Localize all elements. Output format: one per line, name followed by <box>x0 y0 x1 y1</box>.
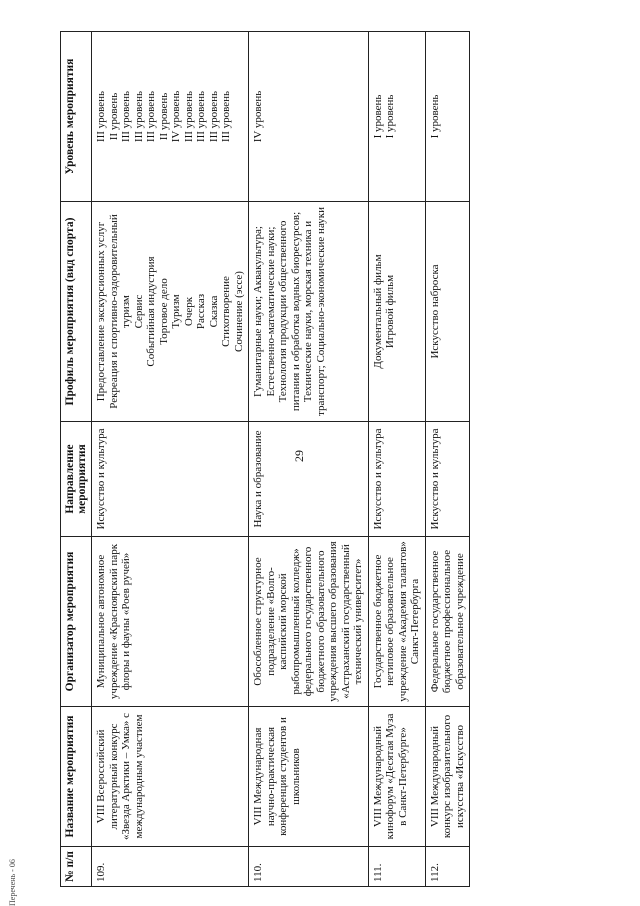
event-level-list <box>368 32 425 202</box>
header-organizer: Организатор мероприятия <box>61 537 92 707</box>
event-level: IV уровень <box>170 90 182 143</box>
event-level: II уровень <box>157 92 170 141</box>
table-header-row <box>61 32 92 887</box>
event-profile: Стихотворение <box>220 276 232 347</box>
event-direction: Искусство и культура <box>368 422 425 537</box>
event-level-list <box>92 32 249 202</box>
event-level-list <box>425 32 470 202</box>
event-profile-list <box>249 202 369 422</box>
event-profile: Сервис <box>132 294 145 329</box>
event-profile: Игровой фильм <box>384 274 396 349</box>
event-profile-list <box>425 202 470 422</box>
rotated-page <box>60 32 605 887</box>
event-level: I уровень <box>371 94 384 139</box>
event-organizer: Муниципальное автономное учреждение «Красноярский парк флоры и фауны «Роев ручей» <box>92 537 249 707</box>
event-profile: Очерк <box>182 296 195 327</box>
event-level-list <box>249 32 369 202</box>
event-level: III уровень <box>120 90 132 143</box>
event-profile: Предоставление экскурсионных услуг <box>95 221 107 402</box>
table-row <box>425 32 470 887</box>
event-level: III уровень <box>195 90 207 143</box>
event-organizer: Государственное бюджетное нетиповое образовательное учреждение «Академия талантов» Санкт-Петербурга <box>368 537 425 707</box>
row-number: 110. <box>249 847 369 887</box>
event-level: IV уровень <box>252 90 264 143</box>
event-profile: Сочинение (эссе) <box>232 271 245 352</box>
event-name: VIII Всероссийский литературный конкурс «Звезда Арктики – Умка» с международным участием <box>92 707 249 847</box>
event-level: III уровень <box>182 90 195 143</box>
event-direction: Искусство и культура <box>425 422 470 537</box>
event-profile: Событийная индустрия <box>145 256 157 367</box>
event-level: III уровень <box>145 90 157 143</box>
table-row <box>368 32 425 887</box>
header-level: Уровень мероприятия <box>61 32 92 202</box>
event-profile: Документальный фильм <box>371 254 384 369</box>
event-direction: Искусство и культура <box>92 422 249 537</box>
event-organizer: Обособленное структурное подразделение «Волго-каспийский морской рыбопромышленный колледж» федерального государственного бюджетного образовательного учреждения высшего образования «Астраханский государственный технический университет» <box>249 537 369 707</box>
event-profile: Торговое дело <box>157 278 170 345</box>
event-profile: Рекреация и спортивно-оздоровительный туризм <box>107 214 132 409</box>
event-profile: Рассказ <box>195 293 207 330</box>
header-profile: Профиль мероприятия (вид спорта) <box>61 202 92 422</box>
event-profile: Искусство наброска <box>428 264 441 359</box>
event-profile: Туризм <box>170 294 182 329</box>
event-level: III уровень <box>132 90 145 143</box>
event-level: III уровень <box>95 90 107 143</box>
event-organizer: Федеральное государственное бюджетное профессиональное образовательное учреждение <box>425 537 470 707</box>
event-direction: Наука и образование <box>249 422 369 537</box>
event-level: I уровень <box>428 94 441 139</box>
header-num: № п/п <box>61 847 92 887</box>
row-number: 111. <box>368 847 425 887</box>
page-number: 29 <box>292 450 306 462</box>
event-level: III уровень <box>207 90 220 143</box>
event-level: I уровень <box>384 94 396 139</box>
table-row <box>92 32 249 887</box>
header-name: Название мероприятия <box>61 707 92 847</box>
event-profile: Сказка <box>207 295 220 328</box>
events-table <box>60 31 470 887</box>
event-name: VIII Международная научно-практическая конференция студентов и школьников <box>249 707 369 847</box>
event-level: III уровень <box>220 90 232 143</box>
footer-note: Перечень - 06 <box>8 859 17 906</box>
event-name: VIII Международный конкурс изобразительного искусства «Искусство <box>425 707 470 847</box>
row-number: 112. <box>425 847 470 887</box>
header-direction: Направление мероприятия <box>61 422 92 537</box>
event-profile: Гуманитарные науки; Аквакультура; Естественно-математические науки; Технология продукции общественного питания и обработка водных биоресурсов; Технические науки, морская техника и транспорт; Социально-экономические науки <box>252 207 327 416</box>
event-name: VIII Международный кинофорум «Десятая Муза в Санкт-Петербурге» <box>368 707 425 847</box>
event-level: II уровень <box>107 92 120 141</box>
table-row <box>249 32 369 887</box>
row-number: 109. <box>92 847 249 887</box>
event-profile-list <box>92 202 249 422</box>
event-profile-list <box>368 202 425 422</box>
